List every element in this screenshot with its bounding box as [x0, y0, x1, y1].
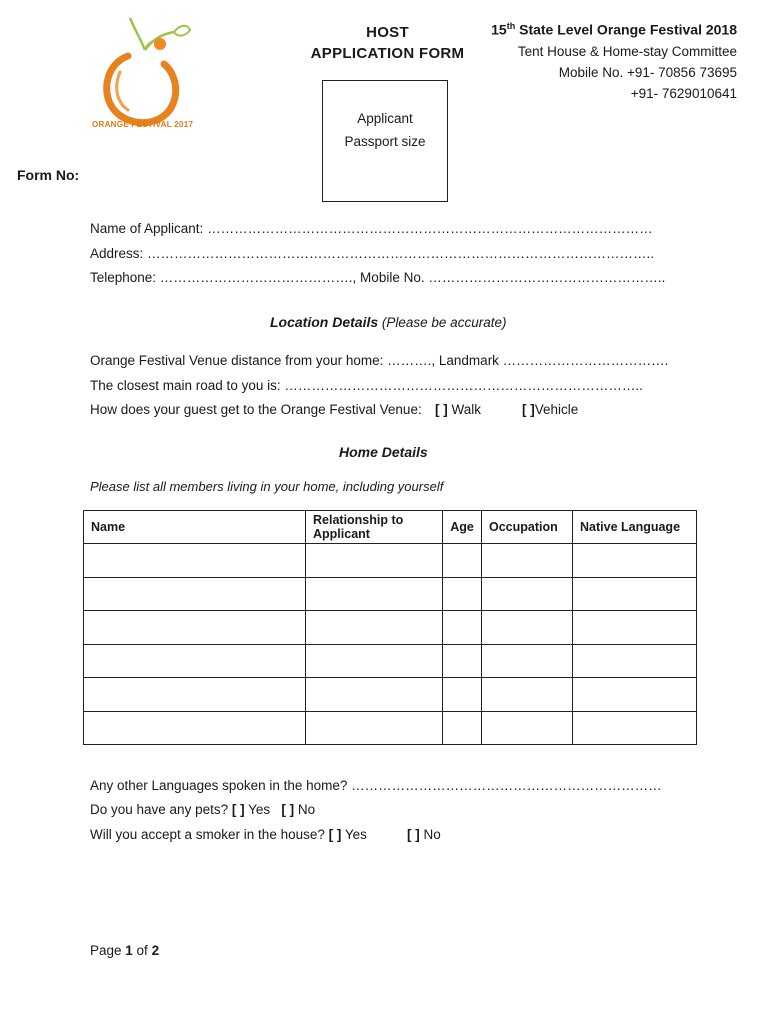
- pets-no-checkbox[interactable]: [ ]: [281, 802, 295, 817]
- distance-field[interactable]: Orange Festival Venue distance from your home: ………., Landmark ……………………………….: [90, 353, 669, 368]
- cell-relationship[interactable]: [306, 644, 443, 678]
- smoker-label: Will you accept a smoker in the house?: [90, 827, 325, 842]
- pets-yes-label: Yes: [244, 802, 271, 817]
- committee-name: Tent House & Home-stay Committee: [517, 43, 737, 59]
- smoker-no-label: No: [419, 827, 441, 842]
- cell-native-language[interactable]: [573, 577, 697, 611]
- page-current: 1: [125, 943, 133, 958]
- smoker-no-option[interactable]: [407, 827, 441, 842]
- address-field[interactable]: Address: …………………………………………………………………………………………………..: [90, 246, 655, 261]
- smoker-yes-label: Yes: [341, 827, 367, 842]
- guest-transport-question: How does your guest get to the Orange Festival Venue:: [90, 402, 422, 417]
- cell-age[interactable]: [443, 644, 482, 678]
- form-title-line2: APPLICATION FORM: [310, 45, 465, 62]
- festival-ordinal-suffix: th: [506, 21, 516, 31]
- cell-occupation[interactable]: [482, 611, 573, 645]
- column-age: Age: [443, 511, 482, 544]
- table-row: [84, 711, 697, 745]
- applicant-name-field[interactable]: Name of Applicant: ………………………………………………………………………………………: [90, 221, 653, 236]
- passport-photo-box[interactable]: [322, 80, 448, 202]
- column-name: Name: [84, 511, 306, 544]
- cell-name[interactable]: [84, 711, 306, 745]
- festival-ordinal: 15: [491, 21, 507, 38]
- cell-age[interactable]: [443, 678, 482, 712]
- walk-checkbox[interactable]: [ ]: [435, 402, 448, 417]
- table-row: [84, 678, 697, 712]
- page-word: Page: [90, 943, 126, 958]
- cell-occupation[interactable]: [482, 577, 573, 611]
- location-title: Location Details: [270, 314, 379, 330]
- cell-occupation[interactable]: [482, 644, 573, 678]
- cell-relationship[interactable]: [306, 577, 443, 611]
- cell-native-language[interactable]: [573, 544, 697, 578]
- photo-box-label-2: Passport size: [344, 134, 426, 149]
- column-relationship: Relationship to Applicant: [306, 511, 443, 544]
- smoker-question: [90, 827, 367, 842]
- vehicle-option[interactable]: [522, 402, 578, 417]
- vehicle-checkbox[interactable]: [ ]: [522, 402, 535, 417]
- table-row: [84, 544, 697, 578]
- cell-name[interactable]: [84, 678, 306, 712]
- smoker-yes-checkbox[interactable]: [ ]: [328, 827, 342, 842]
- other-languages-field[interactable]: Any other Languages spoken in the home? ……………………………………………………………: [90, 778, 662, 793]
- main-road-field[interactable]: The closest main road to you is: ……………………………………………………………………..: [90, 378, 643, 393]
- cell-relationship[interactable]: [306, 611, 443, 645]
- cell-age[interactable]: [443, 577, 482, 611]
- home-details-instruction: Please list all members living in your home, including yourself: [90, 479, 444, 494]
- location-note: (Please be accurate): [378, 315, 507, 330]
- pets-label: Do you have any pets?: [90, 802, 229, 817]
- pets-yes-checkbox[interactable]: [ ]: [231, 802, 245, 817]
- cell-native-language[interactable]: [573, 711, 697, 745]
- table-row: [84, 644, 697, 678]
- form-title-line1: HOST: [366, 24, 409, 41]
- cell-age[interactable]: [443, 611, 482, 645]
- festival-header: [491, 16, 737, 104]
- festival-name: State Level Orange Festival 2018: [519, 21, 737, 38]
- cell-occupation[interactable]: [482, 544, 573, 578]
- form-number-label: Form No:: [17, 167, 80, 183]
- page-total: 2: [151, 943, 160, 958]
- table-row: [84, 611, 697, 645]
- household-members-table: [83, 510, 697, 745]
- cell-name[interactable]: [84, 577, 306, 611]
- festival-name-line: [491, 16, 737, 41]
- pets-question: [90, 802, 315, 817]
- photo-box-label-1: Applicant: [357, 111, 413, 126]
- telephone-field[interactable]: Telephone: ……………………………………., Mobile No. ……………………………………………..: [90, 270, 666, 285]
- form-title: [300, 22, 475, 64]
- home-details-heading: Home Details: [339, 444, 428, 460]
- cell-relationship[interactable]: [306, 711, 443, 745]
- location-details-heading: [270, 314, 506, 330]
- table-header-row: [84, 511, 697, 544]
- cell-occupation[interactable]: [482, 678, 573, 712]
- cell-name[interactable]: [84, 644, 306, 678]
- smoker-no-checkbox[interactable]: [ ]: [407, 827, 420, 842]
- cell-name[interactable]: [84, 611, 306, 645]
- of-word: of: [132, 943, 152, 958]
- walk-option[interactable]: [435, 402, 481, 417]
- cell-relationship[interactable]: [306, 678, 443, 712]
- cell-age[interactable]: [443, 711, 482, 745]
- walk-label: Walk: [447, 402, 481, 417]
- cell-native-language[interactable]: [573, 644, 697, 678]
- column-occupation: Occupation: [482, 511, 573, 544]
- cell-native-language[interactable]: [573, 678, 697, 712]
- column-native-language: Native Language: [573, 511, 697, 544]
- table-row: [84, 577, 697, 611]
- vehicle-label: Vehicle: [534, 402, 579, 417]
- cell-relationship[interactable]: [306, 544, 443, 578]
- mobile-number-1: Mobile No. +91- 70856 73695: [558, 64, 737, 80]
- cell-occupation[interactable]: [482, 711, 573, 745]
- cell-native-language[interactable]: [573, 611, 697, 645]
- mobile-number-2: +91- 7629010641: [630, 85, 737, 101]
- cell-name[interactable]: [84, 544, 306, 578]
- logo-caption: ORANGE FESTIVAL 2017: [92, 120, 194, 129]
- cell-age[interactable]: [443, 544, 482, 578]
- page-number: [90, 943, 159, 958]
- pets-no-label: No: [294, 802, 316, 817]
